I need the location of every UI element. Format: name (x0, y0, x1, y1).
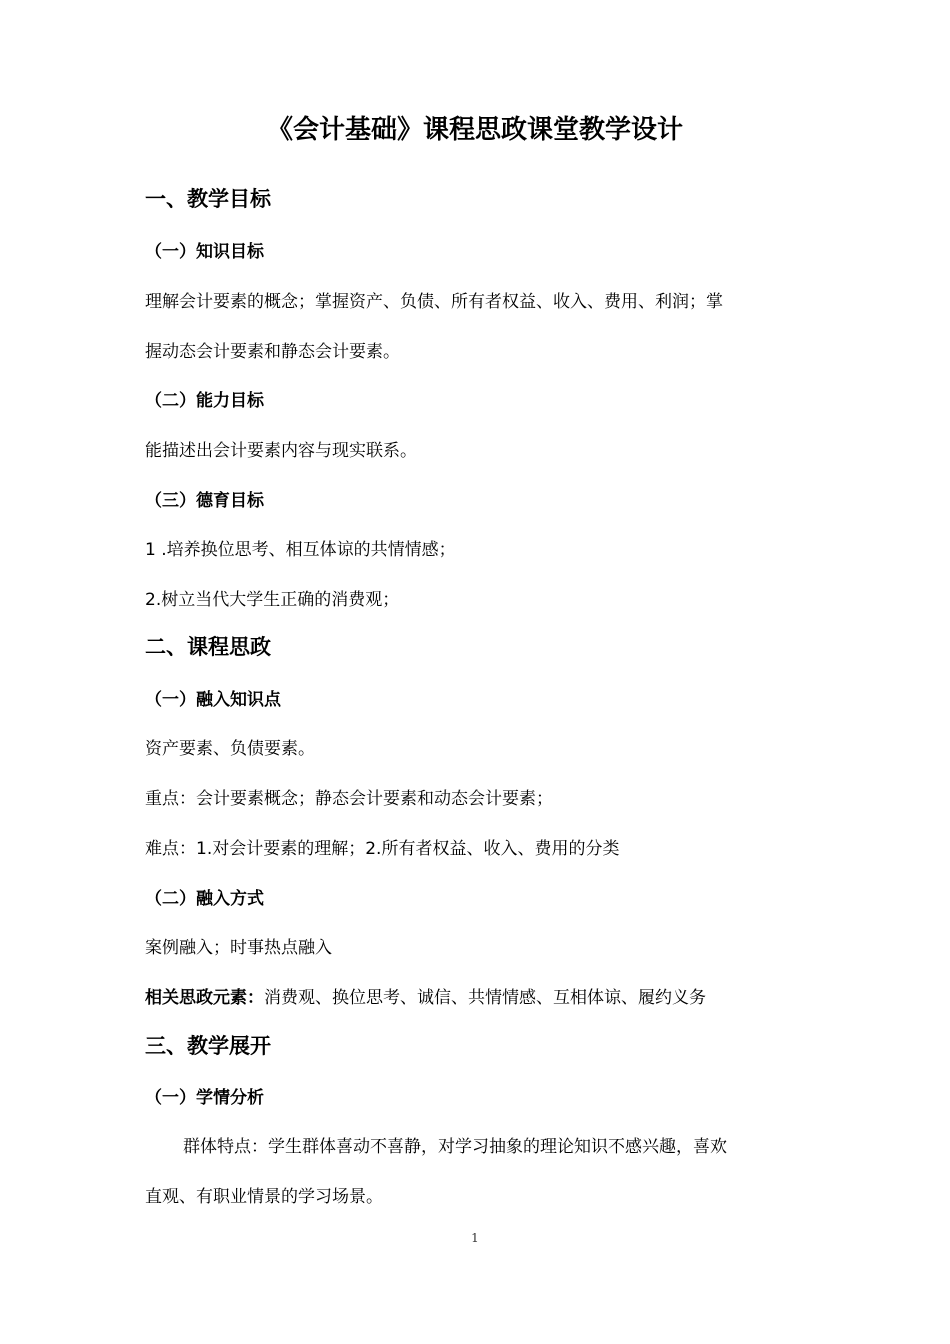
list-item: 2.树立当代大学生正确的消费观； (145, 590, 400, 610)
subheading-ability-goals: （二）能力目标 (145, 391, 264, 411)
section-heading-teaching-goals: 一、教学目标 (145, 187, 271, 211)
paragraph-line: 重点：会计要素概念；静态会计要素和动态会计要素； (145, 789, 553, 809)
ideology-elements-line (145, 990, 706, 1007)
paragraph-line: 直观、有职业情景的学习场景。 (145, 1187, 383, 1207)
paragraph-line: 资产要素、负债要素。 (145, 739, 315, 759)
paragraph-line: 群体特点：学生群体喜动不喜静，对学习抽象的理论知识不感兴趣，喜欢 (183, 1137, 727, 1157)
ideology-elements-text: 消费观、换位思考、诚信、共情情感、互相体谅、履约义务 (264, 988, 706, 1008)
subheading-moral-goals: （三）德育目标 (145, 491, 264, 511)
list-item: 1 .培养换位思考、相互体谅的共情情感； (145, 540, 456, 560)
paragraph-line: 理解会计要素的概念；掌握资产、负债、所有者权益、收入、费用、利润；掌 (145, 292, 723, 312)
ideology-elements-label: 相关思政元素： (145, 988, 264, 1008)
paragraph-line: 握动态会计要素和静态会计要素。 (145, 342, 400, 362)
subheading-knowledge-goals: （一）知识目标 (145, 242, 264, 262)
subheading-student-analysis: （一）学情分析 (145, 1088, 264, 1108)
section-heading-teaching-development: 三、教学展开 (145, 1034, 271, 1058)
section-heading-course-ideology: 二、课程思政 (145, 635, 271, 659)
document-title: 《会计基础》课程思政课堂教学设计 (266, 115, 683, 145)
page-number: 1 (471, 1231, 479, 1245)
paragraph-line: 能描述出会计要素内容与现实联系。 (145, 441, 417, 461)
subheading-knowledge-points: （一）融入知识点 (145, 690, 281, 710)
subheading-integration-methods: （二）融入方式 (145, 889, 264, 909)
paragraph-line: 难点：1.对会计要素的理解；2.所有者权益、收入、费用的分类 (145, 839, 620, 859)
paragraph-line: 案例融入；时事热点融入 (145, 938, 332, 958)
